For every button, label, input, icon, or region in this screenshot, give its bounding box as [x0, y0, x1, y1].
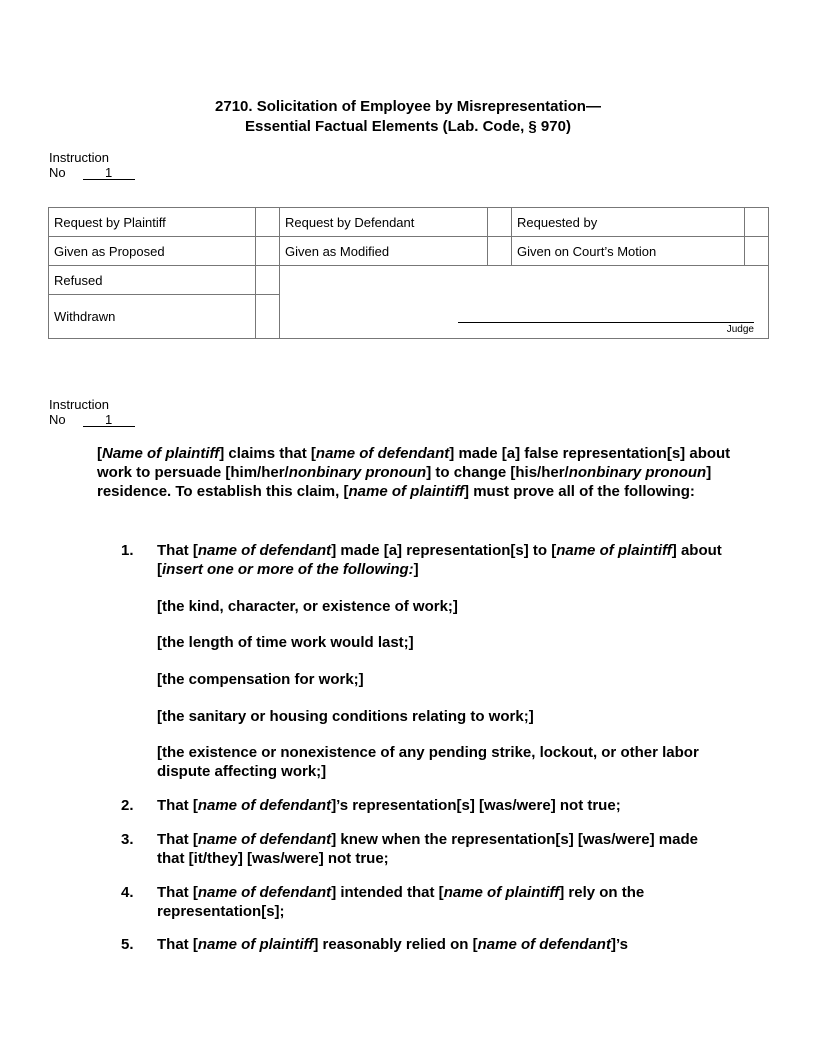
request-by-defendant-label: Request by Defendant: [280, 208, 488, 237]
subitem-length-of-time: [the length of time work would last;]: [157, 634, 414, 651]
given-as-proposed-label: Given as Proposed: [49, 237, 256, 266]
instruction-label: Instruction: [49, 150, 109, 165]
title-line-2: Essential Factual Elements (Lab. Code, § 970): [245, 118, 571, 135]
judge-label: Judge: [726, 324, 754, 335]
instruction-no-label: No: [49, 165, 66, 180]
given-as-modified-box[interactable]: [488, 237, 512, 266]
request-table: [48, 207, 769, 339]
given-on-courts-motion-box[interactable]: [745, 237, 769, 266]
document-title: [0, 97, 816, 137]
withdrawn-label: Withdrawn: [49, 295, 256, 339]
given-on-courts-motion-label: Given on Court’s Motion: [512, 237, 745, 266]
instruction-number-block-bottom: [49, 397, 135, 427]
subitem-kind-of-work: [the kind, character, or existence of work;]: [157, 598, 458, 615]
subitem-labor-dispute: [the existence or nonexistence of any pending strike, lockout, or other labor dispute affecting work;]: [157, 744, 699, 780]
request-by-plaintiff-label: Request by Plaintiff: [49, 208, 256, 237]
subitem-sanitary-housing: [the sanitary or housing conditions relating to work;]: [157, 708, 534, 725]
subitem-compensation: [the compensation for work;]: [157, 671, 364, 688]
item-number: 4.: [121, 884, 134, 901]
item-number: 3.: [121, 831, 134, 848]
requested-by-label: Requested by: [512, 208, 745, 237]
intro-paragraph: [Name of plaintiff] claims that [name of defendant] made [a] false representation[s] about work to persuade [him/her/nonbinary pronoun] to change [his/her/nonbinary pronoun] residence. To establish this claim, [name of plaintiff] must prove all of the following:: [97, 445, 731, 500]
judge-signature-line[interactable]: [458, 322, 754, 323]
given-as-proposed-box[interactable]: [256, 237, 280, 266]
instruction-number: 1: [83, 413, 135, 427]
instruction-no-label: No: [49, 412, 66, 427]
judge-signature-area: [280, 266, 769, 339]
item-number: 5.: [121, 936, 134, 953]
title-line-1: 2710. Solicitation of Employee by Misrepresentation—: [215, 98, 601, 115]
request-by-plaintiff-box[interactable]: [256, 208, 280, 237]
refused-box[interactable]: [256, 266, 280, 295]
given-as-modified-label: Given as Modified: [280, 237, 488, 266]
withdrawn-box[interactable]: [256, 295, 280, 339]
instruction-label: Instruction: [49, 397, 109, 412]
requested-by-box[interactable]: [745, 208, 769, 237]
instruction-number-block-top: [49, 150, 135, 180]
item-number: 2.: [121, 797, 134, 814]
item-number: 1.: [121, 542, 134, 559]
request-by-defendant-box[interactable]: [488, 208, 512, 237]
refused-label: Refused: [49, 266, 256, 295]
instruction-number: 1: [83, 166, 135, 180]
